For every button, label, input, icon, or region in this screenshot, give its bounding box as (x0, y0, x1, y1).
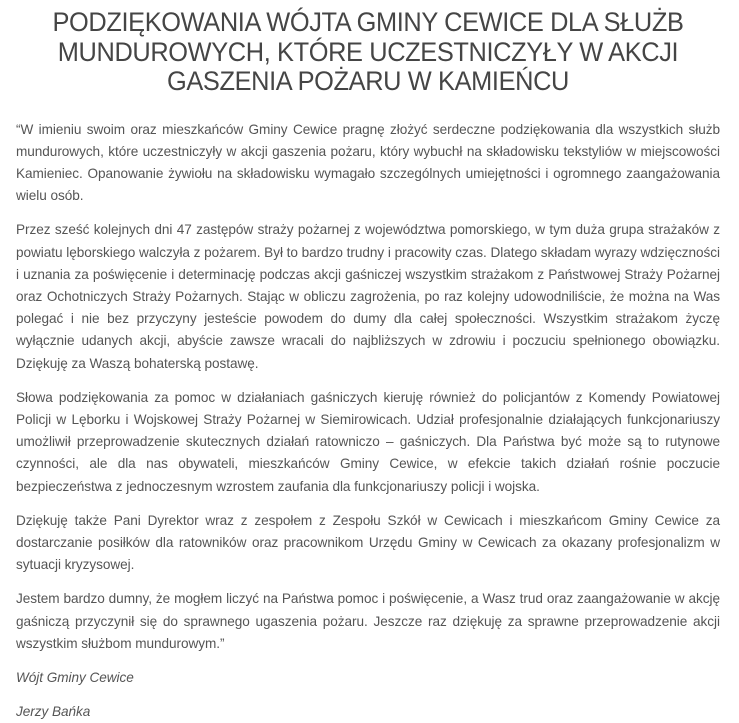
paragraph-closing: Jestem bardzo dumny, że mogłem liczyć na Państwa pomoc i poświęcenie, a Wasz trud oraz zaangażowanie w akcję gaśniczą przyczynił się do sprawnego ugaszenia pożaru. Jeszcze raz dziękuję za sprawne przeprowadzenie akcji wszystkim służbom mundurowym.” (16, 588, 720, 655)
article-title: PODZIĘKOWANIA WÓJTA GMINY CEWICE DLA SŁUŻB MUNDUROWYCH, KTÓRE UCZESTNICZYŁY W AKCJI GASZENIA POŻARU W KAMIEŃCU (37, 0, 699, 97)
signature-role: Wójt Gminy Cewice (16, 667, 720, 689)
paragraph-intro: “W imieniu swoim oraz mieszkańców Gminy Cewice pragnę złożyć serdeczne podziękowania dla wszystkich służb mundurowych, które uczestniczyły w akcji gaszenia pożaru, który wybuchł na składowisku tekstyliów w miejscowości Kamieniec. Opanowanie żywiołu na składowisku wymagało szczególnych umiejętności i ogromnego zaangażowania wielu osób. (16, 119, 720, 208)
signature-block (16, 667, 720, 723)
signature-name: Jerzy Bańka (16, 701, 720, 723)
paragraph-firefighters: Przez sześć kolejnych dni 47 zastępów straży pożarnej z województwa pomorskiego, w tym duża grupa strażaków z powiatu lęborskiego walczyła z pożarem. Był to bardzo trudny i pracowity czas. Dlatego składam wyrazy wdzięczności i uznania za poświęcenie i determinację podczas akcji gaśniczej wszystkim strażakom z Państwowej Straży Pożarnej oraz Ochotniczych Straży Pożarnych. Stając w obliczu zagrożenia, po raz kolejny udowodniliście, że można na Was polegać i nie bez przyczyny jesteście powodem do dumy dla całej społeczności. Wszystkim strażakom życzę wyłącznie udanych akcji, abyście zawsze wracali do najbliższych w zdrowiu i poczuciu spełnionego obowiązku. Dziękuję za Waszą bohaterską postawę. (16, 219, 720, 374)
paragraph-school-office: Dziękuję także Pani Dyrektor wraz z zespołem z Zespołu Szkół w Cewicach i mieszkańcom Gminy Cewice za dostarczanie posiłków dla ratowników oraz pracownikom Urzędu Gminy w Cewicach za okazany profesjonalizm w sytuacji kryzysowej. (16, 510, 720, 577)
article-body (16, 119, 720, 723)
paragraph-police-military: Słowa podziękowania za pomoc w działaniach gaśniczych kieruję również do policjantów z Komendy Powiatowej Policji w Lęborku i Wojskowej Straży Pożarnej w Siemirowicach. Udział profesjonalnie działających funkcjonariuszy umożliwił przeprowadzenie skutecznych działań ratowniczo – gaśniczych. Dla Państwa być może są to rutynowe czynności, ale dla nas obywateli, mieszkańców Gminy Cewice, w efekcie takich działań rośnie poczucie bezpieczeństwa z jednoczesnym wzrostem zaufania dla funkcjonariuszy policji i wojska. (16, 387, 720, 498)
